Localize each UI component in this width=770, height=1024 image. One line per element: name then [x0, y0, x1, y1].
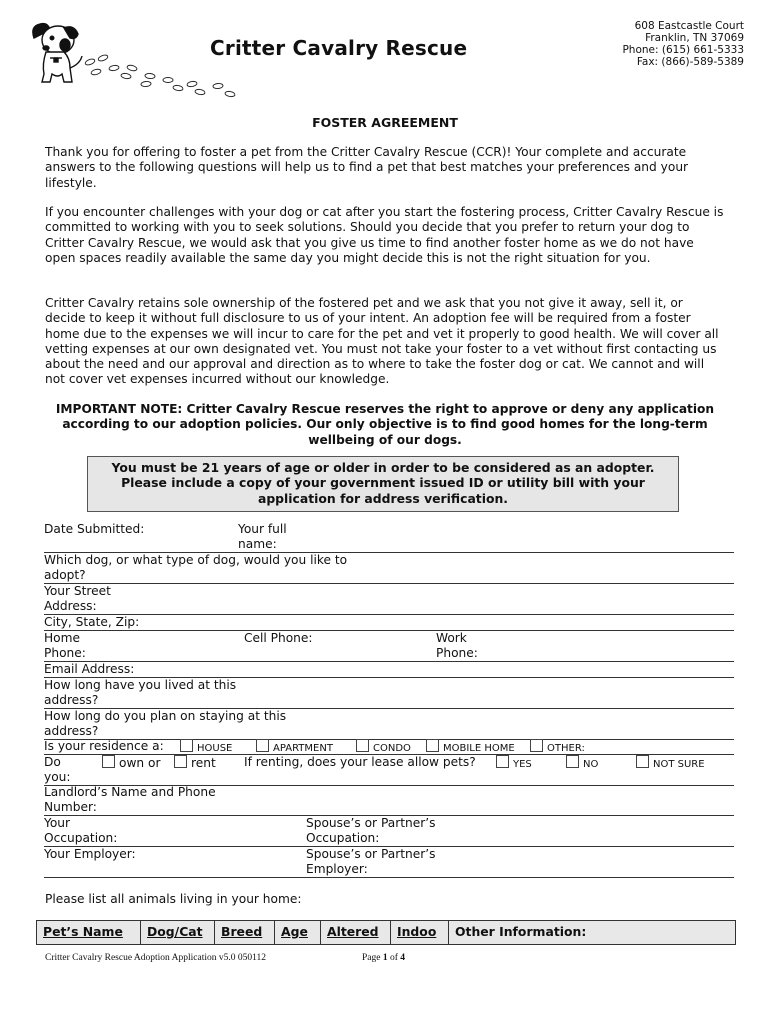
row-employer — [44, 847, 734, 878]
footer-page-number: Page 1 of 4 — [362, 953, 406, 963]
partner-occupation-field[interactable]: Spouse’s or Partner’s Occupation: — [306, 816, 436, 846]
row-date-name — [44, 522, 734, 553]
pets-table-header — [36, 920, 736, 945]
lease-question: If renting, does your lease allow pets? — [244, 755, 476, 769]
condo-checkbox[interactable] — [356, 739, 369, 752]
document-title: FOSTER AGREEMENT — [312, 115, 458, 130]
no-checkbox[interactable] — [566, 755, 579, 768]
residence-label: Is your residence a: — [44, 739, 164, 753]
mobile-home-checkbox[interactable] — [426, 739, 439, 752]
row-street — [44, 584, 734, 615]
full-name-field[interactable]: Your full name: — [238, 522, 287, 552]
residence-house-option[interactable]: HOUSE — [180, 739, 232, 756]
do-you-label: Do you: — [44, 755, 71, 785]
street-address-field[interactable]: Your Street Address: — [44, 584, 111, 614]
col-indoor: Indoo — [391, 921, 449, 944]
which-dog-field[interactable]: Which dog, or what type of dog, would you like to adopt? — [44, 553, 348, 583]
row-email — [44, 662, 734, 678]
intro-paragraph: Thank you for offering to foster a pet from the Critter Cavalry Rescue (CCR)! Your complete and accurate answers to the following questions will help us to find a pet that best matches your preferences and your lifestyle. — [45, 145, 689, 190]
occupation-field[interactable]: Your Occupation: — [44, 816, 118, 846]
email-field[interactable]: Email Address: — [44, 662, 135, 676]
house-checkbox[interactable] — [180, 739, 193, 752]
org-title: Critter Cavalry Rescue — [210, 36, 468, 60]
org-address — [622, 20, 744, 68]
cell-phone-field[interactable]: Cell Phone: — [244, 631, 313, 645]
home-phone-field[interactable]: Home Phone: — [44, 631, 86, 661]
date-submitted-field[interactable]: Date Submitted: — [44, 522, 145, 536]
residence-apartment-option[interactable]: APARTMENT — [256, 739, 333, 756]
row-residence — [44, 739, 734, 755]
footer-version: Critter Cavalry Rescue Adoption Application v5.0 050112 — [45, 953, 267, 963]
own-option[interactable]: own or — [102, 755, 161, 771]
landlord-field[interactable]: Landlord’s Name and Phone Number: — [44, 785, 216, 815]
row-phones — [44, 631, 734, 662]
row-occupation — [44, 816, 734, 847]
row-stay — [44, 709, 734, 740]
residence-condo-option[interactable]: CONDO — [356, 739, 411, 756]
challenges-paragraph: If you encounter challenges with your dog or cat after you start the fostering process, Critter Cavalry Rescue is committed to working with you to seek solutions. Should you decide that you prefer to return your dog to Critter Cavalry Rescue, we would ask that you give us time to find another foster home as we do not have open spaces readily available the same day you might decide this is not the right situation for you. — [45, 205, 724, 265]
lease-yes-option[interactable]: YES — [496, 755, 532, 772]
row-landlord — [44, 785, 734, 816]
col-altered: Altered — [321, 921, 391, 944]
col-age: Age — [275, 921, 321, 944]
partner-employer-field[interactable]: Spouse’s or Partner’s Employer: — [306, 847, 436, 877]
row-own-rent — [44, 755, 734, 786]
age-notice-box: You must be 21 years of age or older in order to be considered as an adopter. Please include a copy of your government issued ID or utility bill with your application for address verification. — [87, 456, 679, 512]
rent-option[interactable]: rent — [174, 755, 216, 771]
other-checkbox[interactable] — [530, 739, 543, 752]
ownership-paragraph: Critter Cavalry retains sole ownership of the fostered pet and we ask that you not give it away, sell it, or decide to keep it without full disclosure to us of your intent. An adoption fee will be required from a foster home due to the expenses we will incur to care for the pet and vet it properly to good health. We will cover all vetting expenses at our own designated vet. You must not take your foster to a vet without first contacting us about the need and our approval and direction as to where to take the foster dog or cat. We cannot and will not cover vet expenses incurred without our knowledge. — [45, 296, 719, 387]
own-checkbox[interactable] — [102, 755, 115, 768]
address-fax: Fax: (866)-589-5389 — [636, 56, 744, 68]
residence-mobile-home-option[interactable]: MOBILE HOME — [426, 739, 515, 756]
lease-not-sure-option[interactable]: NOT SURE — [636, 755, 705, 772]
address-city: Franklin, TN 37069 — [645, 32, 744, 44]
address-phone: Phone: (615) 661-5333 — [622, 44, 744, 56]
how-long-lived-field[interactable]: How long have you lived at this address? — [44, 678, 237, 708]
employer-field[interactable]: Your Employer: — [44, 847, 136, 861]
work-phone-field[interactable]: Work Phone: — [436, 631, 478, 661]
animals-prompt: Please list all animals living in your home: — [45, 892, 302, 906]
rent-checkbox[interactable] — [174, 755, 187, 768]
city-state-zip-field[interactable]: City, State, Zip: — [44, 615, 140, 629]
not-sure-checkbox[interactable] — [636, 755, 649, 768]
yes-checkbox[interactable] — [496, 755, 509, 768]
row-city — [44, 615, 734, 631]
col-breed: Breed — [215, 921, 275, 944]
how-long-stay-field[interactable]: How long do you plan on staying at this address? — [44, 709, 287, 739]
row-which-dog — [44, 553, 734, 584]
col-other-info: Other Information: — [455, 924, 587, 939]
address-street: 608 Eastcastle Court — [634, 20, 744, 32]
important-note: IMPORTANT NOTE: Critter Cavalry Rescue reserves the right to approve or deny any application according to our adoption policies. Our only objective is to find good homes for the long-term wellbeing of our dogs. — [55, 402, 715, 447]
row-lived — [44, 678, 734, 709]
apartment-checkbox[interactable] — [256, 739, 269, 752]
lease-no-option[interactable]: NO — [566, 755, 598, 772]
col-dog-cat: Dog/Cat — [141, 921, 215, 944]
col-pet-name: Pet’s Name — [37, 921, 141, 944]
residence-other-option[interactable]: OTHER: — [530, 739, 585, 756]
